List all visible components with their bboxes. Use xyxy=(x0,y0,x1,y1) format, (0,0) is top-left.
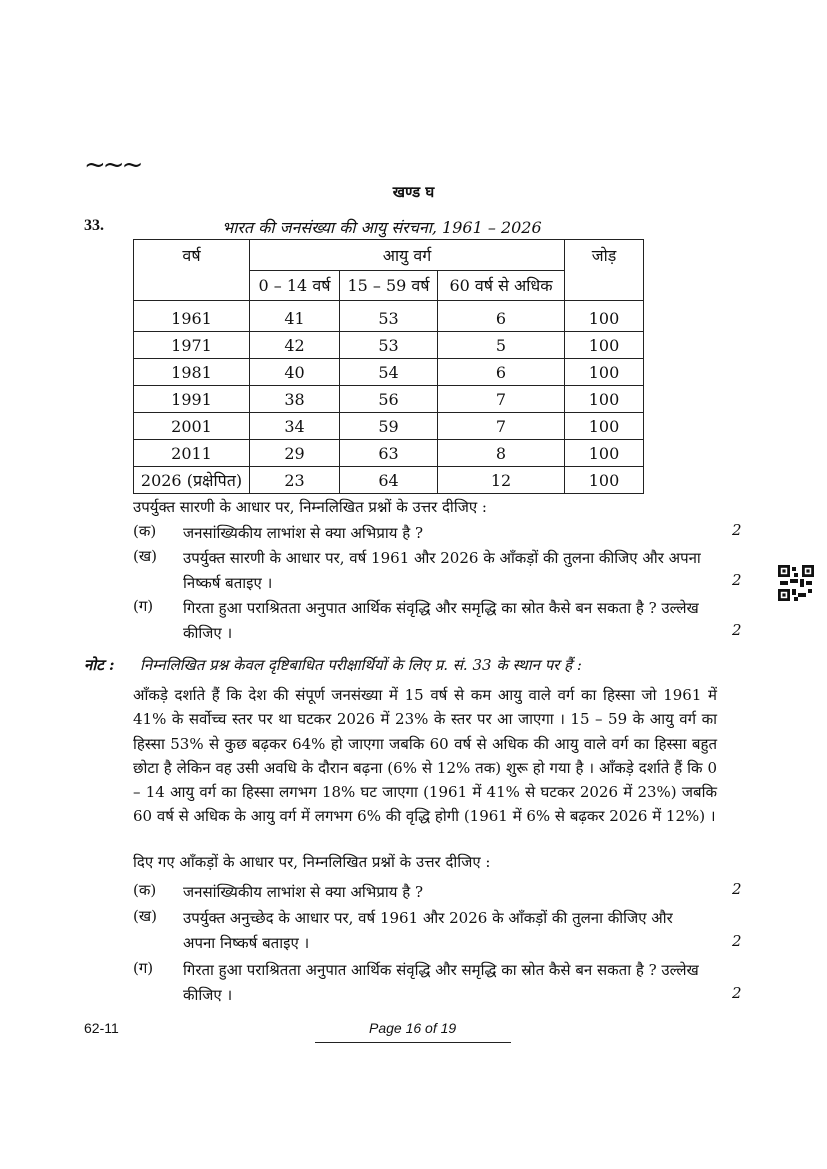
subheader-0-14: 0 – 14 वर्ष xyxy=(250,270,340,301)
subquestion-text: गिरता हुआ पराश्रितता अनुपात आर्थिक संवृद्धि और समृद्धि का स्रोत कैसे बन सकता है ? उल्लेख कीजिए । xyxy=(183,599,699,642)
cell-value: 56 xyxy=(340,386,438,413)
cell-value: 53 xyxy=(340,332,438,359)
cell-value: 5 xyxy=(438,332,565,359)
cell-value: 7 xyxy=(438,386,565,413)
footer-divider xyxy=(315,1042,511,1043)
cell-total: 100 xyxy=(565,301,644,332)
note-text: निम्नलिखित प्रश्न केवल दृष्टिबाधित परीक्षार्थियों के लिए प्र. सं. 33 के स्थान पर हैं : xyxy=(140,656,582,674)
cell-year: 2011 xyxy=(134,440,250,467)
cell-value: 64 xyxy=(340,467,438,494)
subquestion-text: जनसांख्यिकीय लाभांश से क्या अभिप्राय है ? xyxy=(183,883,424,901)
table-header-row xyxy=(134,240,644,271)
subquestion-marks: 2 xyxy=(732,932,742,950)
age-structure-table xyxy=(133,239,644,494)
section-title: खण्ड घ xyxy=(392,183,435,201)
cell-year: 2026 (प्रक्षेपित) xyxy=(134,467,250,494)
cell-value: 54 xyxy=(340,359,438,386)
cell-year: 2001 xyxy=(134,413,250,440)
note-heading: नोट : xyxy=(84,656,115,674)
table-row xyxy=(134,332,644,359)
subquestion-text: जनसांख्यिकीय लाभांश से क्या अभिप्राय है ? xyxy=(183,524,424,542)
cell-value: 7 xyxy=(438,413,565,440)
table-row xyxy=(134,301,644,332)
cell-value: 6 xyxy=(438,301,565,332)
table-row xyxy=(134,386,644,413)
header-year: वर्ष xyxy=(134,240,250,301)
question-number: 33. xyxy=(84,217,104,234)
cell-value: 34 xyxy=(250,413,340,440)
subquestion-label: (क) xyxy=(133,522,157,540)
cell-total: 100 xyxy=(565,440,644,467)
cell-year: 1971 xyxy=(134,332,250,359)
subquestion-marks: 2 xyxy=(732,621,742,639)
subheader-60-plus: 60 वर्ष से अधिक xyxy=(438,270,565,301)
table-caption: भारत की जनसंख्या की आयु संरचना, 1961 – 2026 xyxy=(222,218,542,237)
cell-value: 59 xyxy=(340,413,438,440)
cell-value: 12 xyxy=(438,467,565,494)
qr-code-icon xyxy=(778,564,814,602)
cell-value: 8 xyxy=(438,440,565,467)
cell-total: 100 xyxy=(565,413,644,440)
subquestion-text: उपर्युक्त अनुच्छेद के आधार पर, वर्ष 1961 और 2026 के आँकड़ों की तुलना कीजिए और अपना निष्कर्ष बताइए । xyxy=(183,909,673,952)
cell-total: 100 xyxy=(565,359,644,386)
table-row xyxy=(134,413,644,440)
subquestion-label: (ख) xyxy=(133,547,157,565)
subquestion-marks: 2 xyxy=(732,571,742,589)
cell-total: 100 xyxy=(565,332,644,359)
subheader-15-59: 15 – 59 वर्ष xyxy=(340,270,438,301)
subquestion-label: (ख) xyxy=(133,907,157,925)
subquestion-label: (क) xyxy=(133,881,157,899)
paper-code: 62-11 xyxy=(84,1020,119,1036)
cell-year: 1981 xyxy=(134,359,250,386)
subquestion-text: उपर्युक्त सारणी के आधार पर, वर्ष 1961 और 2026 के आँकड़ों की तुलना कीजिए और अपना निष्कर्ष बताइए । xyxy=(183,549,701,592)
header-total: जोड़ xyxy=(565,240,644,301)
cell-year: 1991 xyxy=(134,386,250,413)
cell-value: 42 xyxy=(250,332,340,359)
cell-value: 29 xyxy=(250,440,340,467)
subquestion-marks: 2 xyxy=(732,984,742,1002)
cell-total: 100 xyxy=(565,467,644,494)
header-age-group: आयु वर्ग xyxy=(250,240,565,271)
cell-value: 53 xyxy=(340,301,438,332)
subquestion-text: गिरता हुआ पराश्रितता अनुपात आर्थिक संवृद्धि और समृद्धि का स्रोत कैसे बन सकता है ? उल्लेख कीजिए । xyxy=(183,961,699,1004)
cell-total: 100 xyxy=(565,386,644,413)
cell-value: 40 xyxy=(250,359,340,386)
cell-value: 23 xyxy=(250,467,340,494)
cell-value: 38 xyxy=(250,386,340,413)
cell-value: 6 xyxy=(438,359,565,386)
table-row xyxy=(134,467,644,494)
table-row xyxy=(134,440,644,467)
subquestion-marks: 2 xyxy=(732,521,742,539)
subquestion-label: (ग) xyxy=(133,959,154,977)
table-row xyxy=(134,359,644,386)
cell-value: 63 xyxy=(340,440,438,467)
subquestion-label: (ग) xyxy=(133,597,154,615)
note-instruction: दिए गए आँकड़ों के आधार पर, निम्नलिखित प्रश्नों के उत्तर दीजिए : xyxy=(133,853,491,871)
note-paragraph: आँकड़े दर्शाते हैं कि देश की संपूर्ण जनसंख्या में 15 वर्ष से कम आयु वाले वर्ग का हिस्सा जो 1961 में 41% के सर्वोच्च स्तर पर था घटकर 2026 में 23% के स्तर पर आ जाएगा । 15 – 59 के आयु वर्ग का हिस्सा 53% से कुछ बढ़कर 64% हो जाएगा जबकि 60 वर्ष से अधिक की आयु वाले वर्ग का हिस्सा बहुत छोटा है लेकिन वह उसी अवधि के दौरान बढ़ना (6% से 12% तक) शुरू हो गया है । आँकड़े दर्शाते हैं कि 0 – 14 आयु वर्ग का हिस्सा लगभग 18% घट जाएगा (1961 में 41% से घटकर 2026 में 23%) जबकि 60 वर्ष से अधिक के आयु वर्ग में लगभग 6% की वृद्धि होगी (1961 में 6% से बढ़कर 2026 में 12%) । xyxy=(133,686,717,826)
tilde-decoration: ~~~ xyxy=(84,150,141,180)
question-instruction: उपर्युक्त सारणी के आधार पर, निम्नलिखित प्रश्नों के उत्तर दीजिए : xyxy=(133,498,487,516)
cell-year: 1961 xyxy=(134,301,250,332)
subquestion-marks: 2 xyxy=(732,880,742,898)
cell-value: 41 xyxy=(250,301,340,332)
page-number: Page 16 of 19 xyxy=(369,1020,457,1036)
